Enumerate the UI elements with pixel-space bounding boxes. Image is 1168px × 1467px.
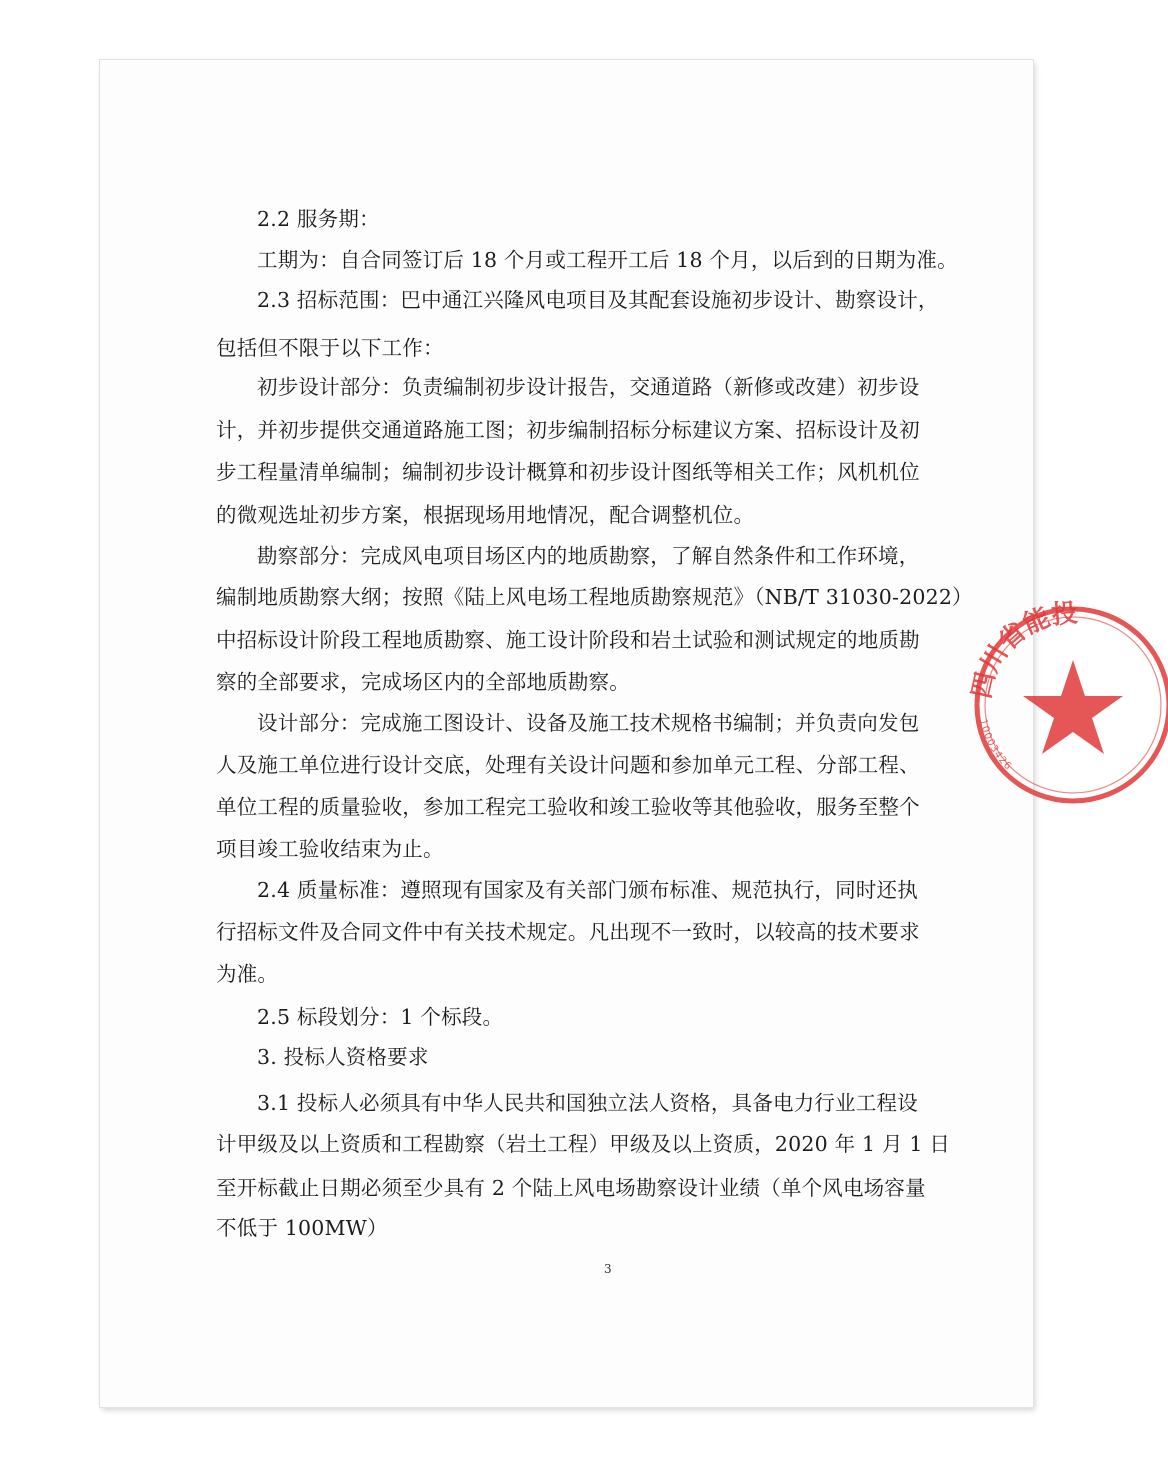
section-division-text: 2.5 标段划分：1 个标段。 [257,1005,504,1029]
qualification-line-3: 至开标截止日期必须至少具有 2 个陆上风电场勘察设计业绩（单个风电场容量 [216,1176,926,1200]
preliminary-design-line-4: 的微观选址初步方案，根据现场用地情况，配合调整机位。 [216,503,755,527]
survey-line-3: 中招标设计阶段工程地质勘察、施工设计阶段和岩土试验和测试规定的地质勘 [216,628,920,652]
tender-scope-line-1: 2.3 招标范围：巴中通江兴隆风电项目及其配套设施初步设计、勘察设计， [257,288,939,312]
survey-line-4: 察的全部要求，完成场区内的全部地质勘察。 [216,670,630,694]
preliminary-design-line-3: 步工程量清单编制；编制初步设计概算和初步设计图纸等相关工作；风机机位 [216,460,920,484]
design-line-3: 单位工程的质量验收，参加工程完工验收和竣工验收等其他验收，服务至整个 [216,795,920,819]
preliminary-design-line-1: 初步设计部分：负责编制初步设计报告，交通道路（新修或改建）初步设 [257,375,920,399]
survey-line-1: 勘察部分：完成风电项目场区内的地质勘察，了解自然条件和工作环境， [257,544,920,568]
quality-standard-line-3: 为准。 [216,962,279,986]
company-seal [968,600,1079,810]
quality-standard-line-1: 2.4 质量标准：遵照现有国家及有关部门颁布标准、规范执行，同时还执 [257,878,918,902]
tender-scope-line-2: 包括但不限于以下工作： [216,336,444,360]
seal-text: 四川省能投 [968,600,1079,702]
section-2-2-heading: 2.2 服务期： [257,207,380,231]
qualification-line-1: 3.1 投标人必须具有中华人民共和国独立法人资格，具备电力行业工程设 [257,1091,918,1115]
seal-icon [968,600,1168,810]
section-3-heading: 3. 投标人资格要求 [257,1045,429,1069]
qualification-line-2: 计甲级及以上资质和工程勘察（岩土工程）甲级及以上资质，2020 年 1 月 1 日 [216,1132,951,1156]
design-line-4: 项目竣工验收结束为止。 [216,837,444,861]
preliminary-design-line-2: 计，并初步提供交通道路施工图；初步编制招标分标建议方案、招标设计及初 [216,418,920,442]
quality-standard-line-2: 行招标文件及合同文件中有关技术规定。凡出现不一致时，以较高的技术要求 [216,920,920,944]
service-period-text: 工期为：自合同签订后 18 个月或工程开工后 18 个月，以后到的日期为准。 [257,248,958,272]
svg-text:四川省能投 [968,600,1079,701]
seal-code: 10003426 [976,718,1014,773]
qualification-line-4: 不低于 100MW） [216,1216,388,1240]
design-line-2: 人及施工单位进行设计交底，处理有关设计问题和参加单元工程、分部工程、 [216,753,920,777]
survey-line-2: 编制地质勘察大纲；按照《陆上风电场工程地质勘察规范》（NB/T 31030-2022） [216,585,973,609]
page-number: 3 [604,1262,612,1276]
design-line-1: 设计部分：完成施工图设计、设备及施工技术规格书编制；并负责向发包 [257,711,920,735]
